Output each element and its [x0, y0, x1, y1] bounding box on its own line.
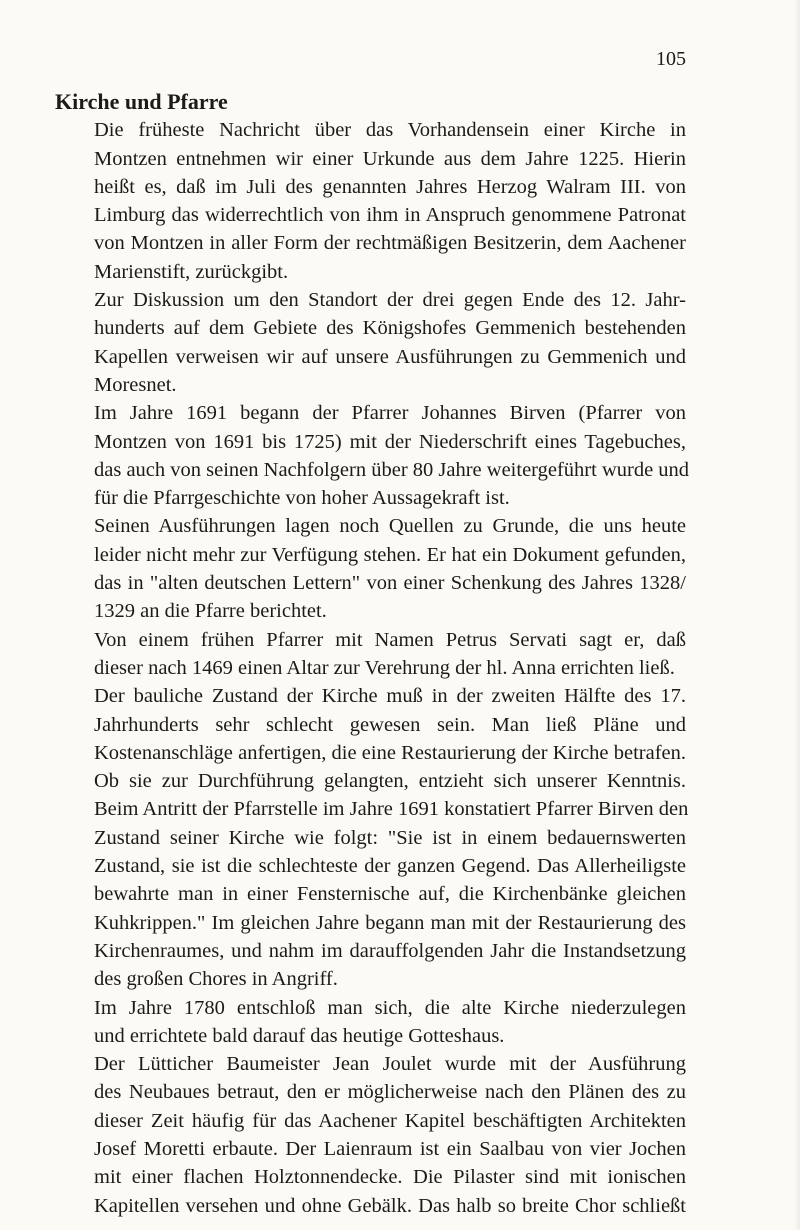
text-line: Kostenanschläge anfertigen, die eine Restaurierung der Kirche betrafen. [94, 741, 686, 764]
paragraph [55, 682, 689, 993]
text-line: dieser Zeit häufig für das Aachener Kapitel beschäftigten Architekten [94, 1109, 686, 1132]
text-line: 1329 an die Pfarre berichtet. [94, 600, 327, 623]
paragraph [55, 286, 686, 399]
text-line: Kirchenraumes, und nahm im darauffolgenden Jahr die Instandsetzung [94, 939, 686, 962]
text-line: Beim Antritt der Pfarrstelle im Jahre 1691 konstatiert Pfarrer Birven den [94, 798, 689, 821]
text-line: das in "alten deutschen Lettern" von einer Schenkung des Jahres 1328/ [94, 572, 686, 595]
paragraph [55, 399, 690, 512]
text-line: Zustand, sie ist die schlechteste der ganzen Gegend. Das Allerheiligste [94, 855, 686, 878]
text-line: dieser nach 1469 einen Altar zur Verehrung der hl. Anna errichten ließ. [94, 656, 675, 679]
body-text [55, 116, 690, 1220]
text-line: Im Jahre 1780 entschloß man sich, die alte Kirche niederzulegen [94, 996, 686, 1019]
text-line: des Neubaues betraut, den er möglicherweise nach den Plänen des zu [94, 1081, 686, 1104]
text-line: das auch von seinen Nachfolgern über 80 Jahre weitergeführt wurde und [94, 458, 690, 481]
text-line: Limburg das widerrechtlich von ihm in Anspruch genommene Patronat [94, 204, 686, 227]
text-line: Montzen entnehmen wir einer Urkunde aus dem Jahre 1225. Hierin [94, 147, 686, 170]
text-line: Seinen Ausführungen lagen noch Quellen zu Grunde, die uns heute [94, 515, 686, 538]
text-line: Zustand seiner Kirche wie folgt: "Sie ist in einem bedauernswerten [94, 826, 686, 849]
text-line: des großen Chores in Angriff. [94, 968, 338, 991]
text-line: Moresnet. [94, 373, 177, 396]
text-line: Die früheste Nachricht über das Vorhandensein einer Kirche in [94, 119, 686, 142]
paragraph [55, 994, 686, 1051]
text-line: Kapellen verweisen wir auf unsere Ausführungen zu Gemmenich und [94, 345, 686, 368]
text-line: für die Pfarrgeschichte von hoher Aussagekraft ist. [94, 487, 510, 510]
text-line: heißt es, daß im Juli des genannten Jahres Herzog Walram III. von [94, 175, 686, 198]
text-line: Kuhkrippen." Im gleichen Jahre begann man mit der Restaurierung des [94, 911, 686, 934]
text-line: Ob sie zur Durchführung gelangten, entzieht sich unserer Kenntnis. [94, 770, 686, 793]
page-content [55, 88, 690, 1220]
text-line: Josef Moretti erbaute. Der Laienraum ist ein Saalbau von vier Jochen [94, 1137, 686, 1160]
text-line: Jahrhunderts sehr schlecht gewesen sein. Man ließ Pläne und [94, 713, 686, 736]
paragraph [55, 512, 686, 625]
text-line: Kapitellen versehen und ohne Gebälk. Das halb so breite Chor schließt [94, 1194, 686, 1217]
section-heading: Kirche und Pfarre [55, 89, 228, 114]
page-number: 105 [656, 48, 686, 70]
text-line: Im Jahre 1691 begann der Pfarrer Johannes Birven (Pfarrer von [94, 402, 686, 425]
text-line: Von einem frühen Pfarrer mit Namen Petrus Servati sagt er, daß [94, 628, 686, 651]
text-line: von Montzen in aller Form der rechtmäßigen Besitzerin, dem Aachener [94, 232, 686, 255]
text-line: und errichtete bald darauf das heutige Gotteshaus. [94, 1024, 505, 1047]
text-line: Der Lütticher Baumeister Jean Joulet wurde mit der Ausführung [94, 1053, 686, 1076]
text-line: Marienstift, zurückgibt. [94, 260, 289, 283]
text-line: leider nicht mehr zur Verfügung stehen. Er hat ein Dokument gefunden, [94, 543, 686, 566]
text-line: bewahrte man in einer Fensternische auf, die Kirchenbänke gleichen [94, 883, 686, 906]
text-line: Montzen von 1691 bis 1725) mit der Niederschrift eines Tagebuches, [94, 430, 686, 453]
text-line: Zur Diskussion um den Standort der drei gegen Ende des 12. Jahr- [94, 289, 686, 312]
paragraph [55, 1050, 686, 1220]
paragraph [55, 116, 686, 286]
text-line: hunderts auf dem Gebiete des Königshofes Gemmenich bestehenden [94, 317, 686, 340]
page-edge-shadow [794, 0, 800, 1230]
text-line: Der bauliche Zustand der Kirche muß in der zweiten Hälfte des 17. [94, 685, 686, 708]
paragraph [55, 626, 686, 683]
text-line: mit einer flachen Holztonnendecke. Die Pilaster sind mit ionischen [94, 1166, 686, 1189]
